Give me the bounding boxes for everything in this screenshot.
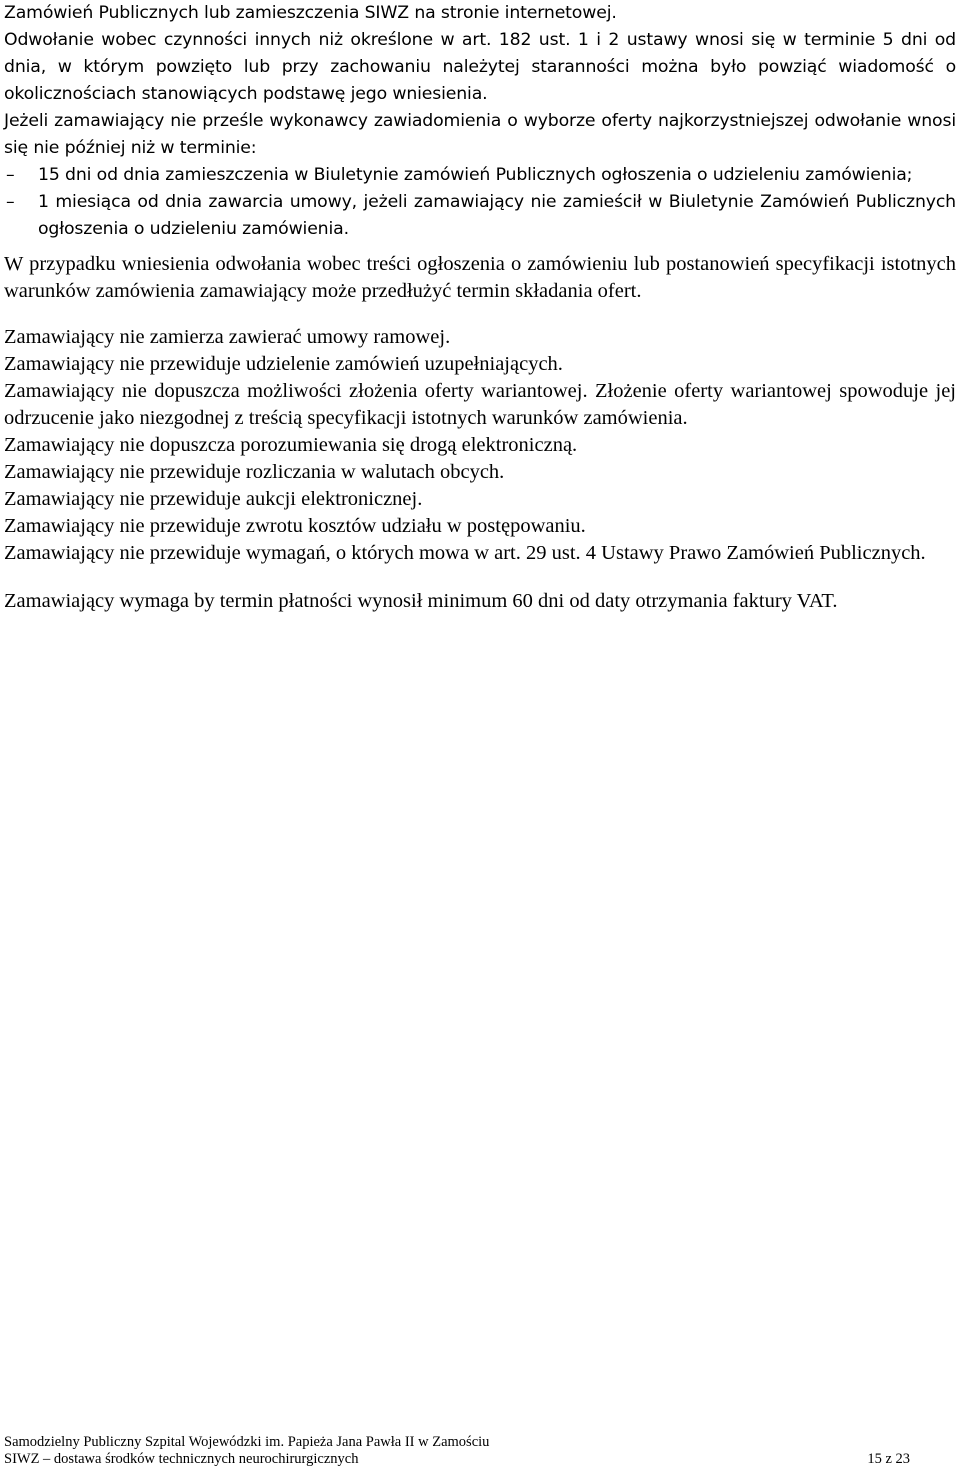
statement-supplementary-orders: Zamawiający nie przewiduje udzielenie zamówień uzupełniających. bbox=[4, 353, 563, 375]
dash-bullet: – bbox=[6, 165, 15, 185]
footer-page-number: 15 z 23 bbox=[867, 1451, 910, 1467]
list-item bbox=[4, 189, 956, 243]
statement-foreign-currency: Zamawiający nie przewiduje rozliczania w walutach obcych. bbox=[4, 461, 505, 483]
statement-electronic-auction: Zamawiający nie przewiduje aukcji elektronicznej. bbox=[4, 488, 423, 510]
paragraph-payment-terms: Zamawiający wymaga by termin płatności wynosił minimum 60 dni od daty otrzymania faktury VAT. bbox=[4, 590, 838, 612]
list-item-text: 15 dni od dnia zamieszczenia w Biuletynie zamówień Publicznych ogłoszenia o udzieleniu zamówienia; bbox=[38, 165, 913, 185]
paragraph-appeal-deadline: Odwołanie wobec czynności innych niż określone w art. 182 ust. 1 i 2 ustawy wnosi się w terminie 5 dni od dnia, w którym powzięto lub przy zachowaniu należytej staranności można było powziąć wiadomość o okolicznościach stanowiących podstawę jego wniesienia. bbox=[4, 30, 956, 104]
dash-bullet: – bbox=[6, 192, 15, 212]
statement-art29-requirements: Zamawiający nie przewiduje wymagań, o których mowa w art. 29 ust. 4 Ustawy Prawo Zamówień Publicznych. bbox=[4, 542, 926, 564]
statement-cost-reimbursement: Zamawiający nie przewiduje zwrotu kosztów udziału w postępowaniu. bbox=[4, 515, 586, 537]
appeal-section bbox=[4, 0, 956, 243]
footer-institution: Samodzielny Publiczny Szpital Wojewódzki im. Papieża Jana Pawła II w Zamościu bbox=[4, 1434, 490, 1450]
statement-variant-offers: Zamawiający nie dopuszcza możliwości złożenia oferty wariantowej. Złożenie oferty wariantowej spowoduje jej odrzucenie jako niezgodnej z treścią specyfikacji istotnych warunków zamówienia. bbox=[4, 380, 956, 429]
page-footer bbox=[4, 1434, 910, 1468]
paragraph-siwz-publication: Zamówień Publicznych lub zamieszczenia SIWZ na stronie internetowej. bbox=[4, 3, 617, 23]
list-item-text: 1 miesiąca od dnia zawarcia umowy, jeżeli zamawiający nie zamieścił w Biuletynie Zamówień Publicznych ogłoszenia o udzieleniu zamówienia. bbox=[38, 192, 956, 239]
paragraph-no-notification: Jeżeli zamawiający nie prześle wykonawcy zawiadomienia o wyborze oferty najkorzystniejszej odwołanie wnosi się nie później niż w terminie: bbox=[4, 111, 956, 158]
list-item bbox=[4, 162, 956, 189]
footer-document-title: SIWZ – dostawa środków technicznych neurochirurgicznych bbox=[4, 1451, 359, 1467]
statement-framework-agreement: Zamawiający nie zamierza zawierać umowy ramowej. bbox=[4, 326, 451, 348]
conditions-section bbox=[4, 251, 956, 615]
paragraph-deadline-extension: W przypadku wniesienia odwołania wobec treści ogłoszenia o zamówieniu lub postanowień specyfikacji istotnych warunków zamówienia zamawiający może przedłużyć termin składania ofert. bbox=[4, 253, 956, 302]
footer-row bbox=[4, 1451, 910, 1468]
document-page bbox=[4, 0, 956, 615]
statement-electronic-communication: Zamawiający nie dopuszcza porozumiewania się drogą elektroniczną. bbox=[4, 434, 578, 456]
